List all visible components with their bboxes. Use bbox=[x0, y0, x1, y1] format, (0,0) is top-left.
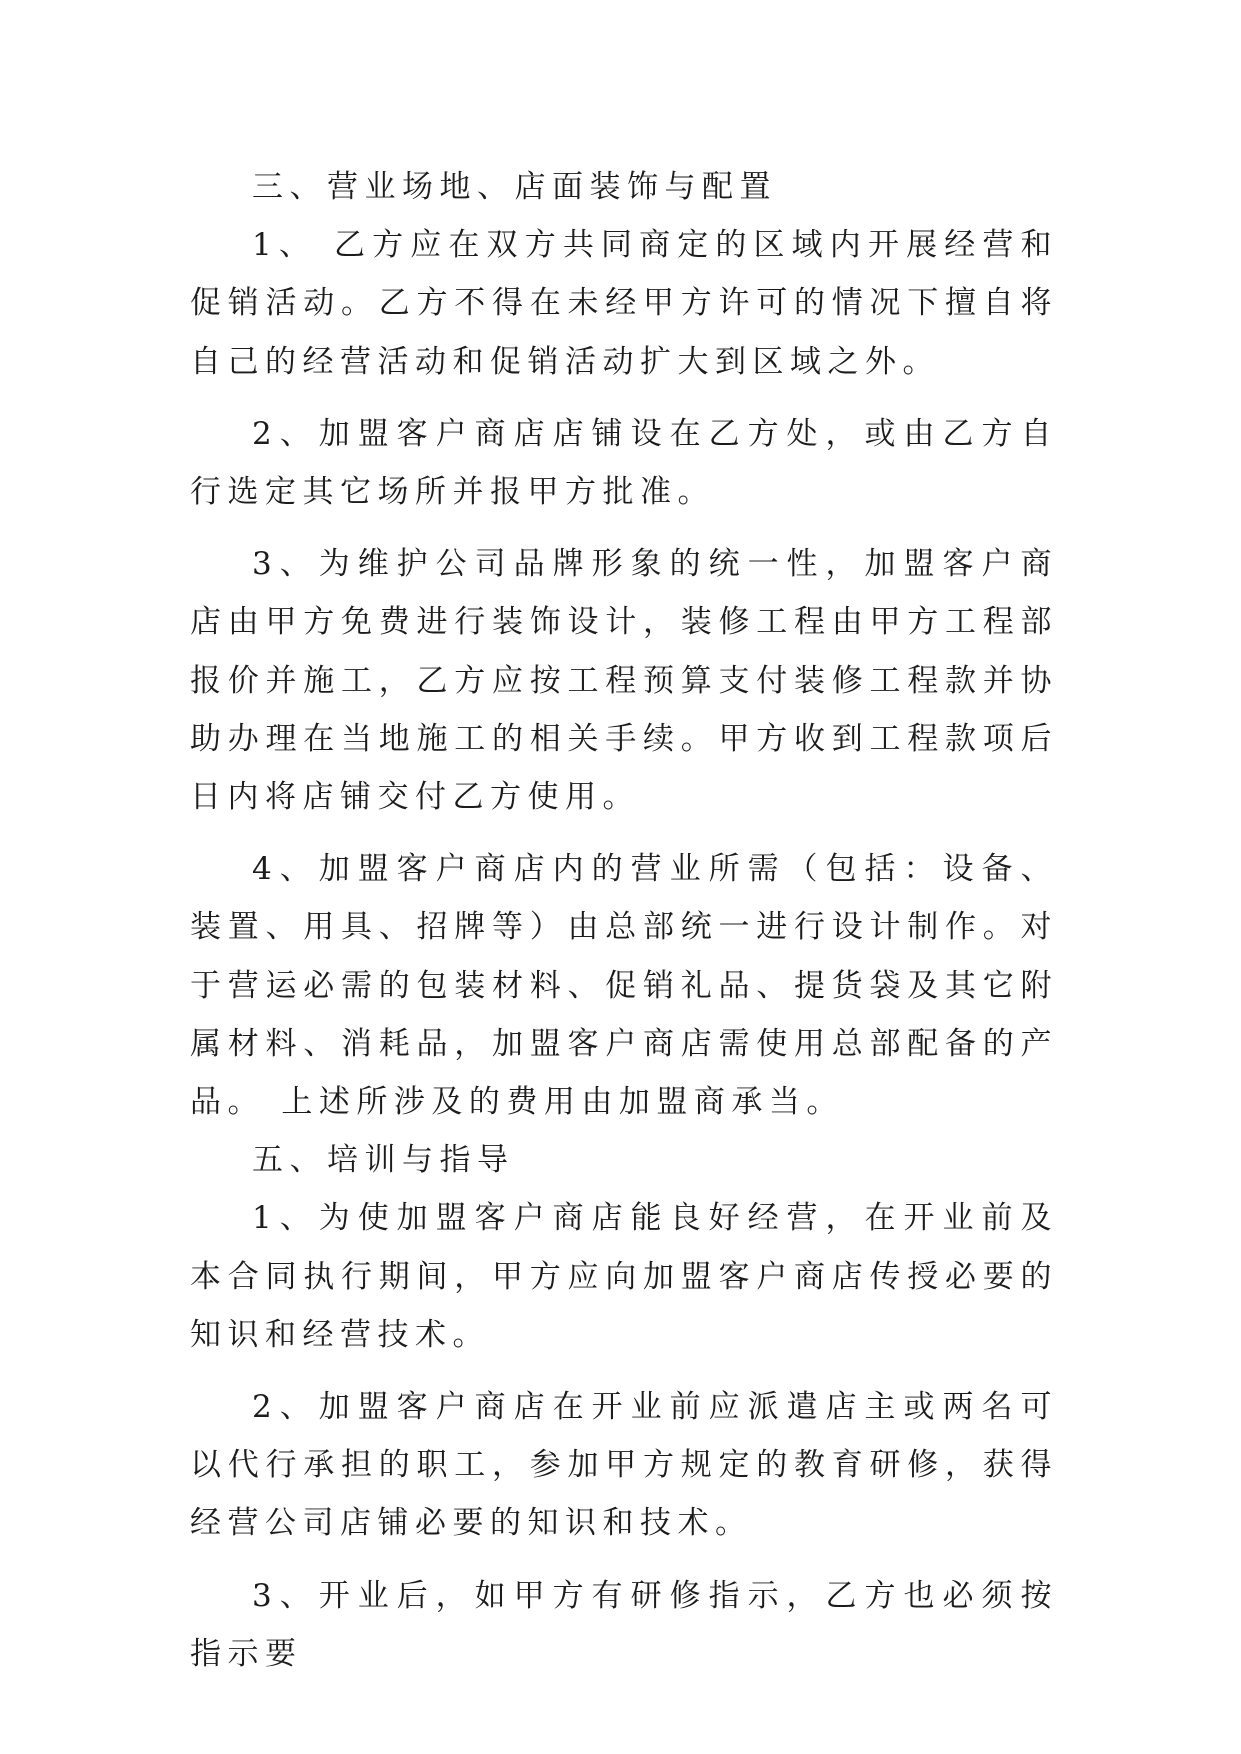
section-three-item-2: 2、加盟客户商店店铺设在乙方处，或由乙方自行选定其它场所并报甲方批准。 bbox=[190, 415, 1058, 511]
section-five-item-1: 1、为使加盟客户商店能良好经营，在开业前及本合同执行期间，甲方应向加盟客户商店传授必要的知识和经营技术。 bbox=[190, 1200, 1058, 1353]
section-five-heading: 五、培训与指导 bbox=[252, 1142, 515, 1179]
section-three-item-4: 4、加盟客户商店内的营业所需（包括：设备、装置、用具、招牌等）由总部统一进行设计制作。对于营运必需的包装材料、促销礼品、提货袋及其它附属材料、消耗品，加盟客户商店需使用总部配备的产品。 上述所涉及的费用由加盟商承当。 bbox=[190, 851, 1058, 1121]
section-five-item-2: 2、加盟客户商店在开业前应派遣店主或两名可以代行承担的职工，参加甲方规定的教育研修，获得经营公司店铺必要的知识和技术。 bbox=[190, 1389, 1058, 1542]
section-three-heading: 三、营业场地、店面装饰与配置 bbox=[252, 169, 777, 205]
section-five-item-3: 3、开业后，如甲方有研修指示，乙方也必须按指示要 bbox=[190, 1577, 1058, 1672]
section-three-item-3: 3、为维护公司品牌形象的统一性，加盟客户商店由甲方免费进行装饰设计，装修工程由甲方工程部报价并施工，乙方应按工程预算支付装修工程款并协助办理在当地施工的相关手续。甲方收到工程款项后 日内将店铺交付乙方使用。 bbox=[190, 546, 1058, 816]
section-three-item-1: 1、 乙方应在双方共同商定的区域内开展经营和促销活动。乙方不得在未经甲方许可的情况下擅自将自己的经营活动和促销活动扩大到区域之外。 bbox=[190, 227, 1058, 380]
document-body bbox=[190, 158, 1058, 1683]
